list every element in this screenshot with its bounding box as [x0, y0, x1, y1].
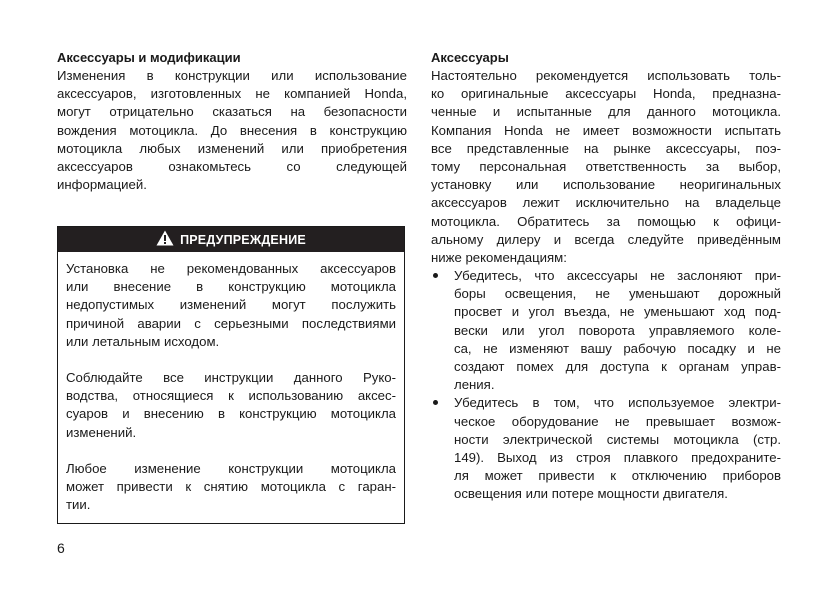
text-line: Настоятельно рекомендуется использовать толь- [431, 68, 781, 83]
text-line: аксессуаров лежит исключительно на владельце [431, 195, 781, 211]
text-line: может привести к снятию мотоцикла с гаран- [66, 478, 396, 494]
intro-paragraph [57, 67, 407, 194]
text-line: просвет и угол въезда, не уменьшают ход под- [454, 304, 781, 320]
text-line: установку или использование неоригинальных [431, 177, 781, 193]
text-line: аксессуаров, изготовленных не компанией Honda, [57, 86, 407, 102]
intro-paragraph [431, 67, 781, 267]
text-line: мотоцикла любых изменений или приобретения [57, 140, 407, 156]
text-line: ниже рекомендациям: [431, 249, 567, 265]
text-line: вески или угол поворота управляемого коле- [454, 322, 781, 338]
text-line: водства, относящиеся к использованию аксес- [66, 388, 396, 404]
warning-box [57, 226, 405, 524]
text-line: Соблюдайте все инструкции данного Руко- [66, 369, 396, 385]
text-line: суаров и внесению в конструкцию мотоцикла [66, 406, 396, 422]
text-line: Убедитесь в том, что используемое электри- [454, 395, 781, 411]
warning-header [58, 227, 404, 252]
text-line: освещения или потере мощности двигателя. [454, 486, 728, 502]
bullet-item [431, 394, 781, 503]
text-line: Установка не рекомендованных аксессуаров [66, 261, 396, 276]
text-line: ля может привести к отключению приборов [454, 468, 781, 484]
text-line: альному дилеру и всегда следуйте приведённым [431, 231, 781, 247]
text-line: изменений. [66, 424, 137, 440]
text-line: ко оригинальные аксессуары Honda, предназна- [431, 86, 781, 102]
text-line: 149). Выход из строя плавкого предохраните- [454, 449, 781, 465]
warning-title: ПРЕДУПРЕЖДЕНИЕ [180, 232, 306, 247]
left-column [57, 49, 407, 194]
section-heading-modifications: Аксессуары и модификации [57, 50, 241, 65]
text-line: ченные и испытанные для данного мотоцикла. [431, 104, 781, 120]
text-line: информацией. [57, 177, 147, 193]
text-line: Любое изменение конструкции мотоцикла [66, 460, 396, 476]
text-line: Изменения в конструкции или использование [57, 68, 407, 83]
text-line: создают помех для доступа к органам управ- [454, 359, 781, 374]
text-line: все представленные на рынке аксессуары, поэ- [431, 140, 781, 156]
warning-triangle-icon [156, 230, 174, 249]
text-line: или внесение в конструкцию мотоцикла [66, 279, 396, 295]
text-line: мотоцикла. Обратитесь за помощью к офици- [431, 213, 781, 229]
text-line: Убедитесь, что аксессуары не заслоняют при- [454, 268, 781, 284]
bullet-item [431, 267, 781, 394]
text-line: причиной аварии с серьезными последствиями [66, 315, 396, 331]
bullet-icon [433, 400, 438, 405]
text-line: тии. [66, 497, 91, 513]
bullet-icon [433, 273, 438, 278]
text-line: ности электрической системы мотоцикла (стр. [454, 431, 781, 447]
text-line: недопустимых изменений могут послужить [66, 297, 396, 313]
text-line: ческое оборудование не превышает возмож- [454, 413, 781, 429]
text-line: са, не изменяют вашу рабочую посадку и не [454, 340, 781, 356]
text-line: могут отрицательно сказаться на безопасности [57, 104, 407, 120]
page-number: 6 [57, 540, 65, 556]
warning-body [58, 252, 404, 514]
text-line: вождения мотоцикла. До внесения в конструкцию [57, 122, 407, 138]
warning-paragraph [66, 460, 396, 515]
right-column [431, 49, 781, 504]
text-line: боры освещения, не уменьшают дорожный [454, 286, 781, 302]
text-line: аксессуаров ознакомьтесь со следующей [57, 158, 407, 174]
text-line: Компания Honda не имеет возможности испытать [431, 122, 781, 138]
text-line: или летальным исходом. [66, 333, 220, 349]
warning-paragraph [66, 260, 396, 351]
text-line: ления. [454, 377, 495, 393]
warning-paragraph [66, 369, 396, 442]
section-heading-accessories: Аксессуары [431, 50, 509, 65]
text-line: тому персональная ответственность за выбор, [431, 158, 781, 174]
